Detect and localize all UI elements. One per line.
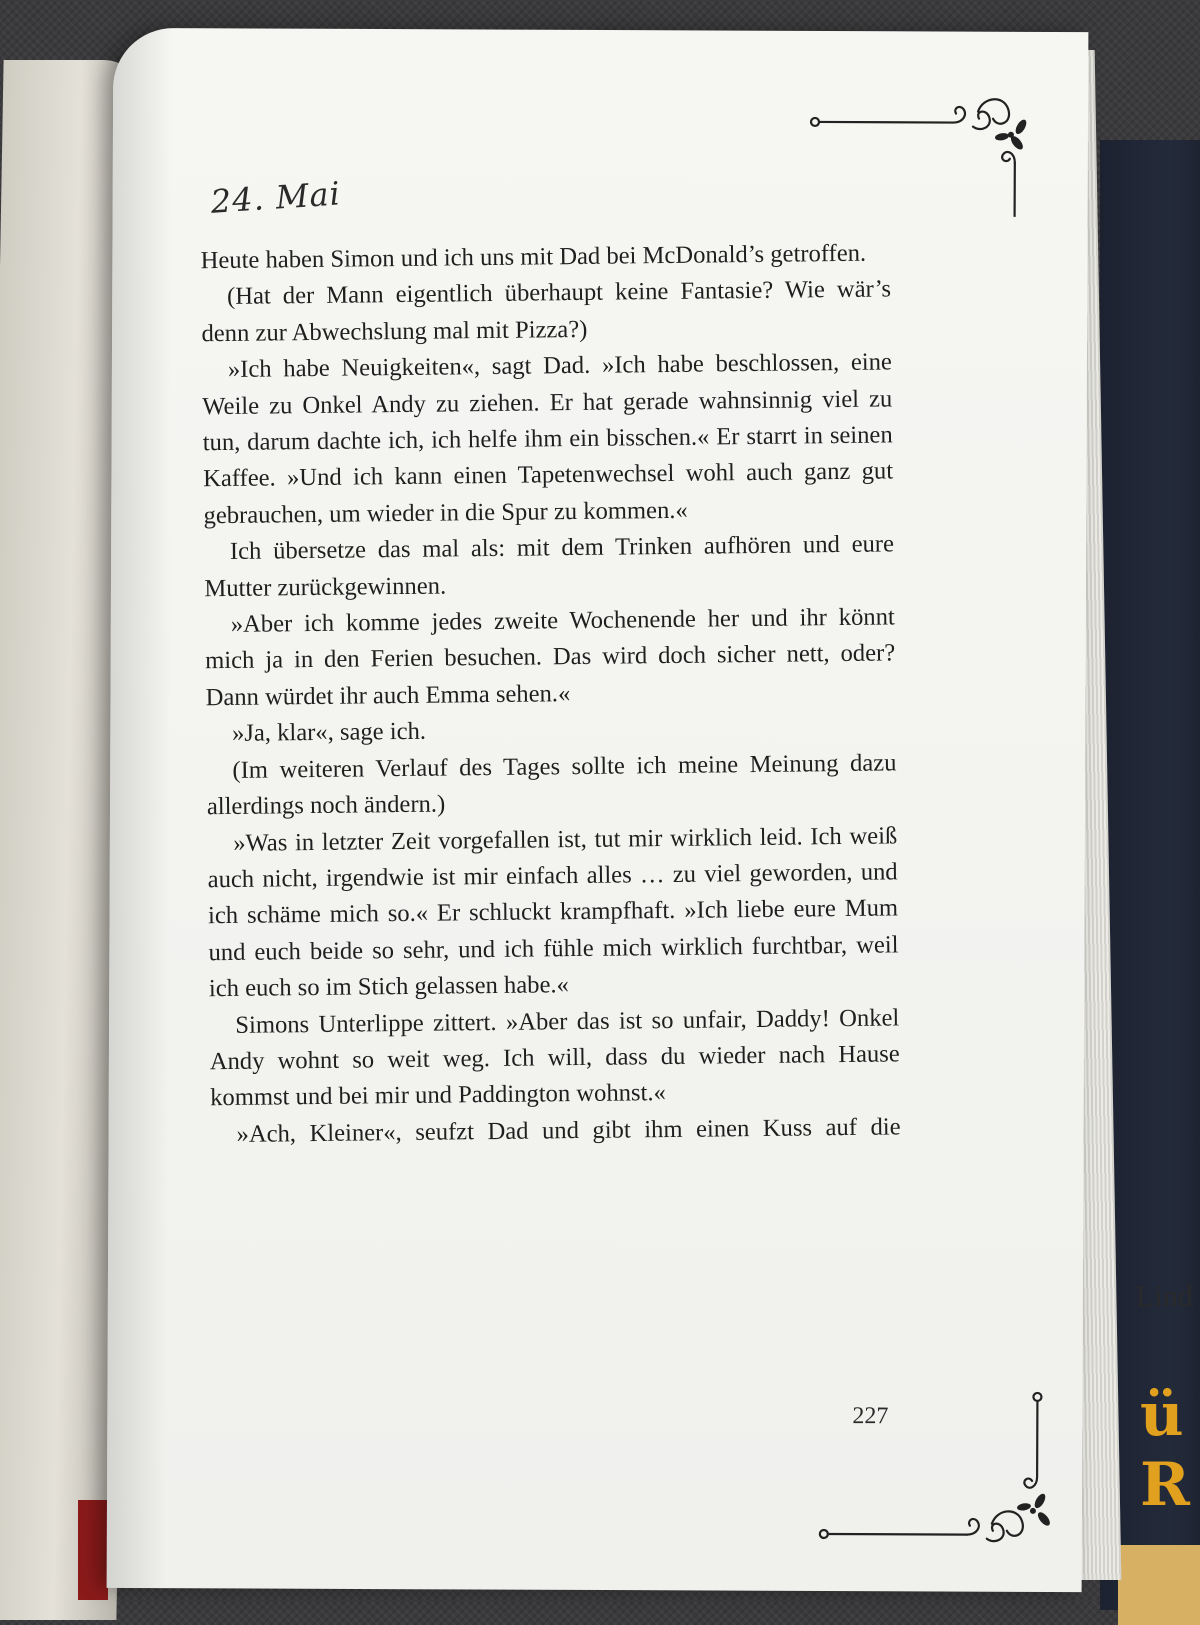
- paragraph: »Aber ich komme jedes zweite Wochenende her und ihr könnt mich ja in den Ferien besuchen. Das wird doch sicher nett, oder? Dann würdet ihr auch Emma sehen.«: [205, 599, 896, 716]
- book-page: [107, 28, 1089, 1592]
- background-book-title-letters: ü R: [1140, 1380, 1200, 1520]
- paragraph: »Ach, Kleiner«, seufzt Dad und gibt ihm einen Kuss auf die: [210, 1109, 900, 1153]
- paragraph: »Was in letzter Zeit vorgefallen ist, tut mir wirklich leid. Ich weiß auch nicht, irgendwie ist mir einfach alles … zu viel geworden, und ich schäme mich so.« Er schluckt krampfhaft. »Ich liebe eure Mum und euch beide so sehr, und ich fühle mich wirklich furchtbar, weil ich euch so im Stich gelassen habe.«: [207, 818, 899, 1008]
- paragraph: Heute haben Simon und ich uns mit Dad bei McDonald’s getroffen.: [200, 235, 890, 279]
- paragraph: Simons Unterlippe zittert. »Aber das ist so unfair, Daddy! Onkel Andy wohnt so weit weg. Ich will, dass du wieder nach Hause kommst und bei mir und Paddington wohnst.«: [209, 1000, 900, 1117]
- date-heading: 24. Mai: [210, 174, 342, 220]
- body-text: [200, 235, 900, 1153]
- page-number: 227: [852, 1403, 888, 1430]
- background-book-spine-text: Lind: [1136, 1280, 1193, 1315]
- paragraph: (Hat der Mann eigentlich überhaupt keine Fantasie? Wie wär’s denn zur Abwechslung mal mit Pizza?): [201, 272, 892, 353]
- corner-ornament-bottom-right: [812, 1386, 1063, 1562]
- paragraph: »Ja, klar«, sage ich.: [206, 709, 896, 753]
- paragraph: Ich übersetze das mal als: mit dem Trinken aufhören und eure Mutter zurückgewinnen.: [204, 527, 895, 608]
- gutter-shadow: [107, 28, 174, 1588]
- book-cover-edge: [78, 1500, 108, 1600]
- paragraph: »Ich habe Neuigkeiten«, sagt Dad. »Ich habe beschlossen, eine Weile zu Onkel Andy zu ziehen. Er hat gerade wahnsinnig viel zu tun, darum dachte ich, ich helfe ihm ein bisschen.« Er starrt in seinen Kaffee. »Und ich kann einen Tapetenwechsel wohl auch ganz gut gebrauchen, um wieder in die Spur zu kommen.«: [202, 345, 894, 535]
- corner-ornament-top-right: [803, 66, 1044, 217]
- paragraph: (Im weiteren Verlauf des Tages sollte ich meine Meinung dazu allerdings noch ändern.): [206, 745, 897, 826]
- background-book-label: [1118, 1545, 1200, 1625]
